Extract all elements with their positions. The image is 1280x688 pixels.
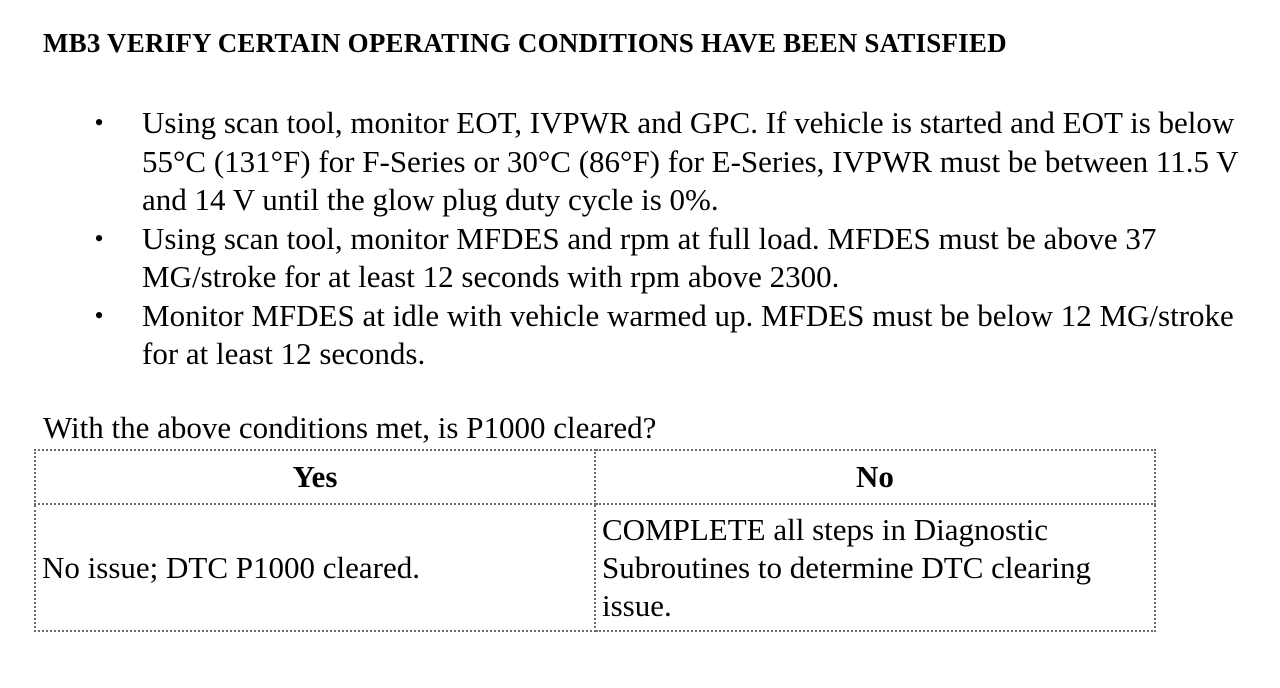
condition-item-2 — [92, 220, 1242, 297]
condition-item-1 — [92, 104, 1242, 220]
decision-table — [34, 449, 1156, 632]
bullet-symbol-1: • — [94, 108, 104, 137]
condition-text-2: Using scan tool, monitor MFDES and rpm at full load. MFDES must be above 37 MG/stroke for at least 12 seconds with rpm above 2300. — [142, 220, 1157, 294]
decision-question: With the above conditions met, is P1000 cleared? — [43, 410, 657, 445]
conditions-list — [92, 104, 1242, 374]
yes-column-header: Yes — [35, 450, 595, 504]
condition-text-1: Using scan tool, monitor EOT, IVPWR and GPC. If vehicle is started and EOT is below 55°C (131°F) for F-Series or 30°C (86°F) for E-Series, IVPWR must be between 11.5 V and 14 V until the glow plug duty cycle is 0%. — [142, 105, 1239, 217]
bullet-symbol-3: • — [94, 300, 104, 330]
no-result-text: COMPLETE all steps in Diagnostic Subroutines to determine DTC clearing issue. — [602, 511, 1091, 623]
yes-result-cell: No issue; DTC P1000 cleared. — [35, 504, 595, 631]
table-header-row — [35, 450, 1155, 504]
no-column-header: No — [595, 450, 1155, 504]
condition-text-3: Monitor MFDES at idle with vehicle warmed up. MFDES must be below 12 MG/stroke for at least 12 seconds. — [142, 297, 1234, 371]
condition-item-3 — [92, 297, 1242, 374]
page-title: MB3 VERIFY CERTAIN OPERATING CONDITIONS HAVE BEEN SATISFIED — [43, 28, 1007, 58]
no-result-cell — [595, 504, 1155, 631]
table-row — [35, 504, 1155, 631]
bullet-symbol-2: • — [94, 223, 104, 253]
